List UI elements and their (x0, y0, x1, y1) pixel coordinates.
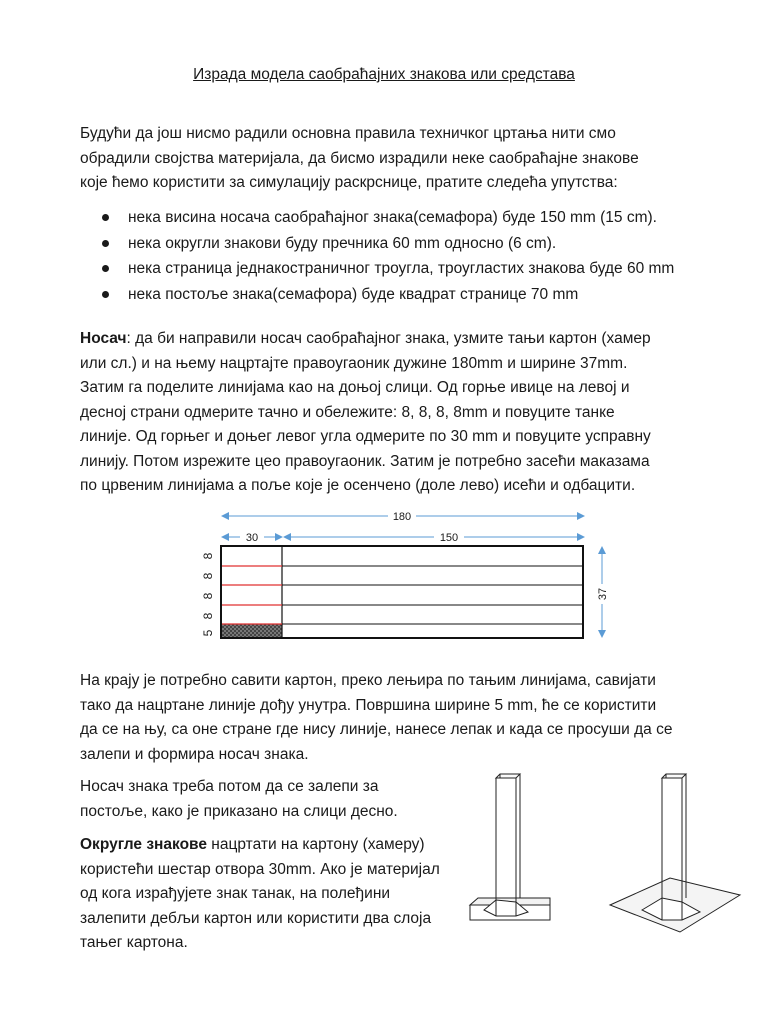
dimension-label-height: 37 (597, 587, 609, 601)
side-label: 5 (201, 629, 215, 637)
folding-line: залепи и формира носач знака. (80, 745, 309, 763)
nosac-line: линију. Потом изрежите цео правоугаоник. Затим је потребно засећи маказама (80, 452, 650, 470)
intro-line: обрадили својства материјала, да бисмо израдили неке саобраћајне знакове (80, 149, 639, 167)
nosac-line: Затим га поделите линијама као на доњој слици. Од горње ивице на левој и (80, 379, 630, 396)
intro-line: које ћемо користити за симулацију раскрснице, пратите следећа упутства: (80, 174, 618, 191)
intro-line: Будући да још нисмо радили основна правила техничког цртања нити смо (80, 125, 616, 142)
dimension-label-left: 30 (245, 532, 259, 544)
nosac-line: или сл.) и на њему нацртајте правоугаоник дужине 180mm и ширине 37mm. (80, 354, 628, 372)
list-item-text: нека страница једнакостраничног троугла, троугластих знакова буде 60 mm (128, 260, 675, 277)
list-item-text: нека висина носача саобраћајног знака(семафора) буде 150 mm (15 cm). (128, 209, 657, 226)
round-text: нацртати на картону (хамеру) (207, 836, 425, 853)
round-signs-paragraph (80, 833, 470, 956)
folding-line: да се на њу, са оне стране где нису линије, нанесе лепак и када се просуши да се (80, 721, 673, 738)
page-title: Израда модела саобраћајних знакова или средстава (193, 66, 575, 83)
nosac-line: линије. Од горњег и доњег левог угла одмерите по 30 mm и повуците усправну (80, 428, 651, 445)
pillar-diamond-base (610, 774, 740, 932)
round-line: од кога израђујете знак танак, на полеђини (80, 885, 391, 902)
side-label: 8 (201, 552, 215, 560)
pillar-square-base (470, 774, 550, 920)
side-label: 8 (201, 612, 215, 620)
list-item-text: нека постоље знака(семафора) буде квадрат странице 70 mm (128, 285, 579, 303)
side-label: 8 (201, 572, 215, 580)
stand-line: постоље, како је приказано на слици десно. (80, 802, 398, 820)
nosac-line: по црвеним линијама а поље које је осенчено (доле лево) исећи и одбацити. (80, 477, 636, 494)
stand-paragraph (80, 775, 460, 824)
dimension-label-total: 180 (392, 511, 412, 523)
folding-paragraph (80, 669, 730, 767)
folding-line: тако да нацртане линије дођу унутра. Површина ширине 5 mm, ће се користити (80, 696, 657, 714)
discard-area (222, 624, 282, 637)
round-line: користећи шестар отвора 30mm. Ако је материјал (80, 860, 440, 878)
folding-line: На крају је потребно савити картон, преко лењира по тањим линијама, савијати (80, 672, 656, 689)
round-line: тањег картона. (80, 934, 188, 951)
nosac-text: : да би направили носач саобраћајног знака, узмите тањи картон (хамер (126, 330, 651, 347)
stand-line: Носач знака треба потом да се залепи за (80, 778, 379, 795)
dimension-label-right: 150 (439, 532, 459, 544)
stand-illustration (460, 770, 760, 950)
round-label: Округле знакове (80, 836, 207, 853)
round-line (80, 833, 470, 858)
nosac-line: десној страни одмерите тачно и обележите: 8, 8, 8, 8mm и повуците танке (80, 403, 615, 421)
list-item-text: нека округли знакови буду пречника 60 mm односно (6 cm). (128, 234, 557, 252)
side-label: 8 (201, 592, 215, 600)
nosac-label: Носач (80, 330, 127, 347)
round-line: залепити дебљи картон или користити два слоја (80, 909, 432, 927)
